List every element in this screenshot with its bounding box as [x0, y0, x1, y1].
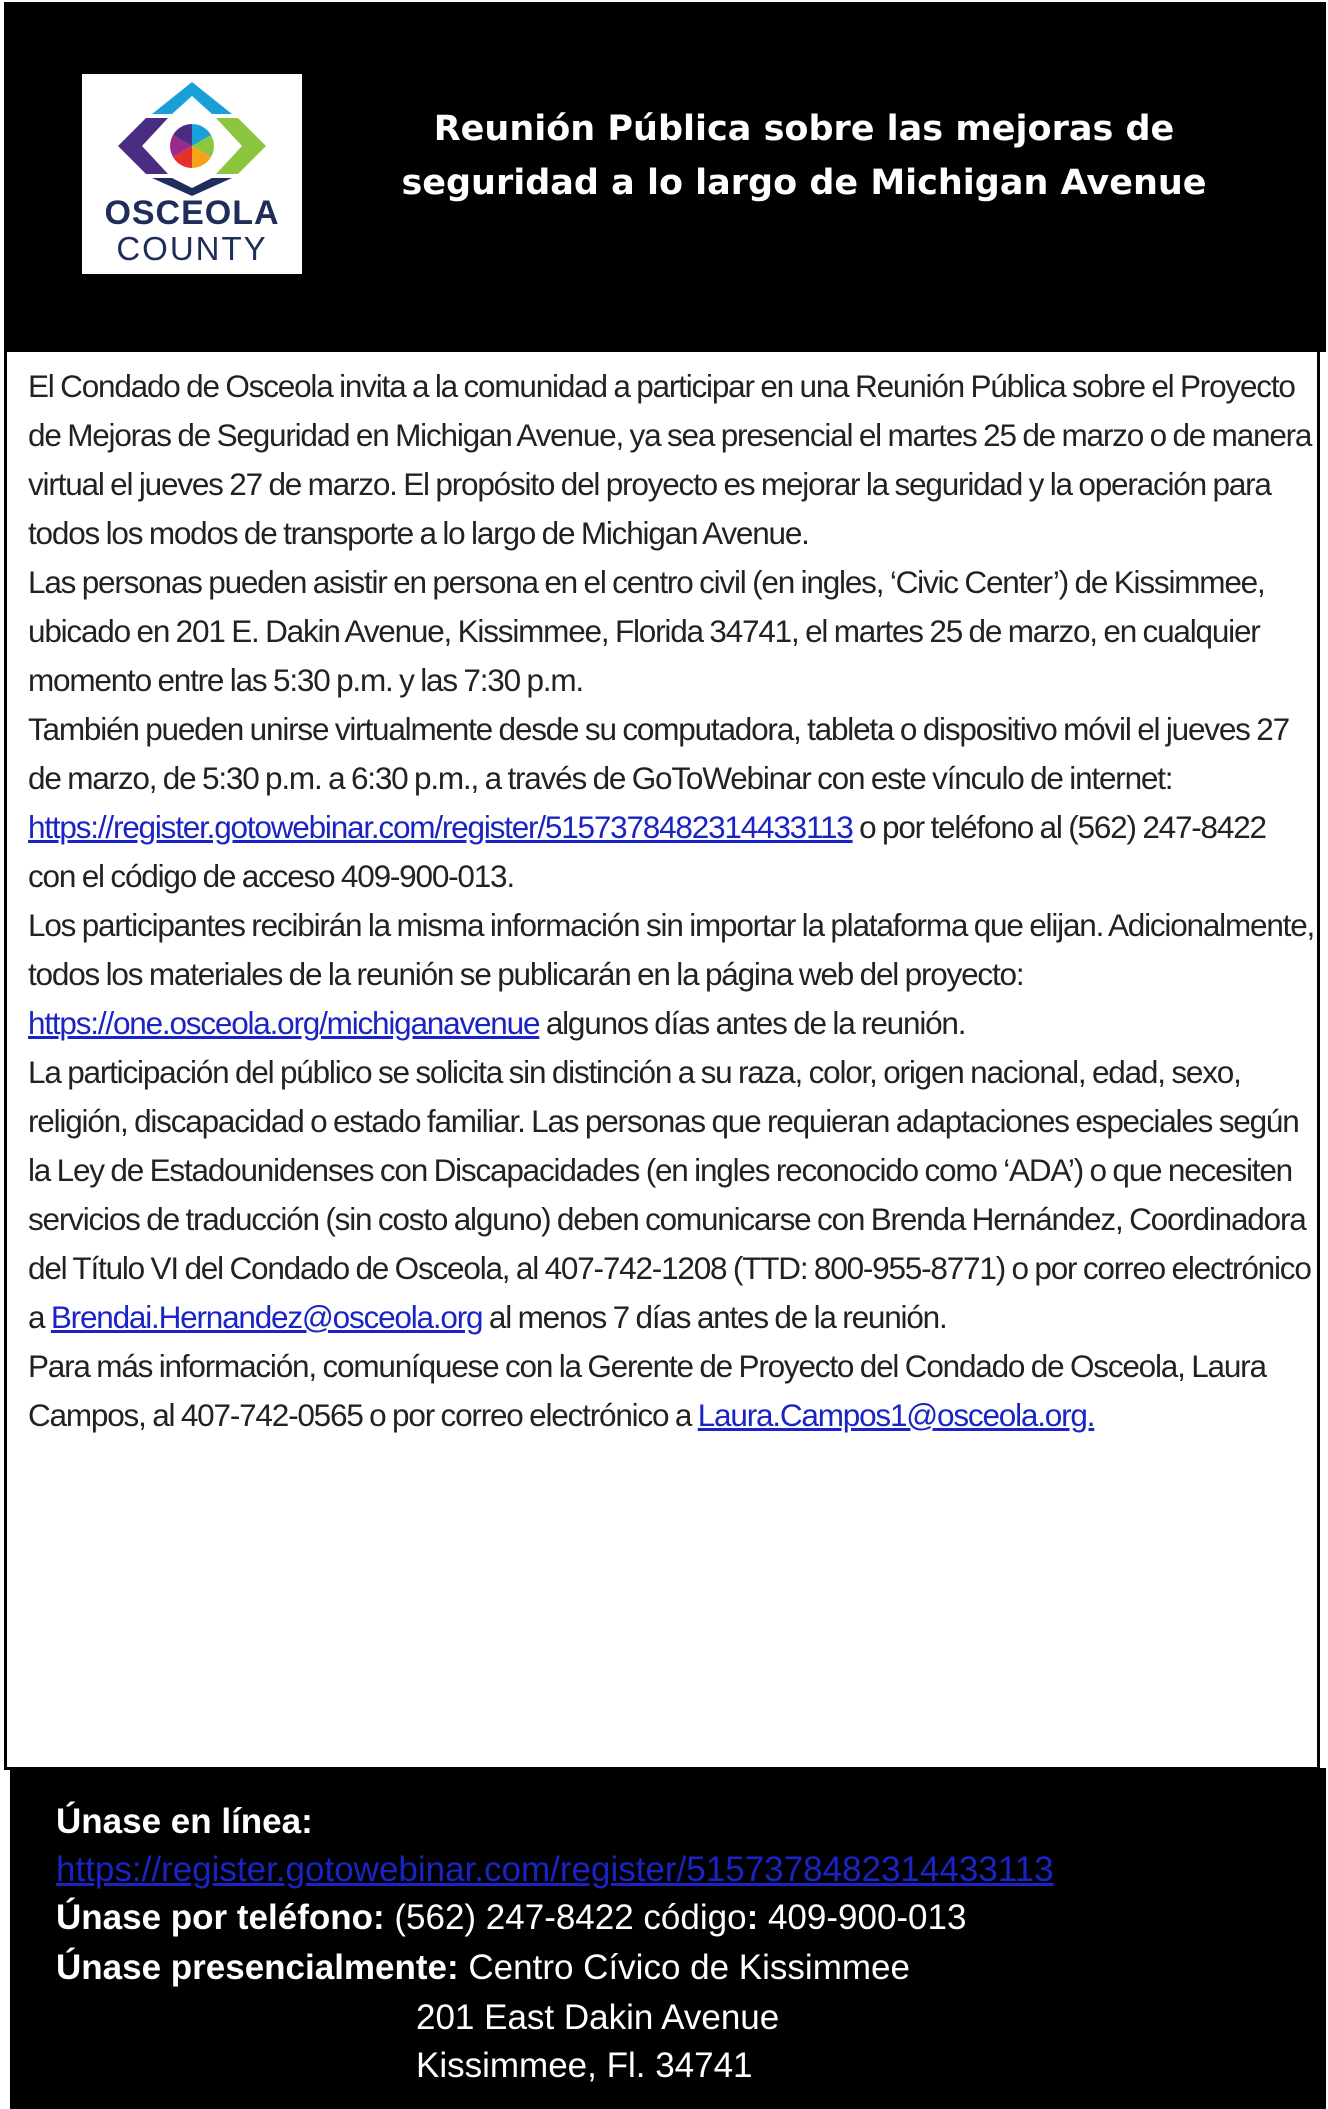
- webinar-register-link[interactable]: https://register.gotowebinar.com/register/5157378482314433113: [28, 809, 853, 845]
- in-person-label: Únase presencialmente:: [56, 1948, 459, 1987]
- contact-text: Para más información, comuníquese con la Gerente de Proyecto del Condado de Osceola, Laura Campos, al 407-742-0565 o por correo electrónico a: [28, 1348, 1266, 1433]
- footer-webinar-link[interactable]: https://register.gotowebinar.com/register/5157378482314433113: [56, 1850, 1054, 1889]
- materials-text: Los participantes recibirán la misma información sin importar la plataforma que elijan. Adicionalmente, todos los materiales de la reunión se publicarán en la página web del proyecto:: [28, 907, 1315, 992]
- footer-in-person: [56, 1948, 910, 1988]
- brenda-email-link[interactable]: Brendai.Hernandez@osceola.org: [50, 1299, 483, 1335]
- page-title: [384, 102, 1224, 210]
- virtual-text: También pueden unirse virtualmente desde su computadora, tableta o dispositivo móvil el jueves 27 de marzo, de 5:30 p.m. a 6:30 p.m., a través de GoToWebinar con este vínculo de internet:: [28, 711, 1289, 796]
- virtual-phone-text: o por teléfono al (562) 247-8422 con el código de acceso 409-900-013.: [28, 809, 1266, 894]
- online-label: Únase en línea:: [56, 1802, 313, 1841]
- footer-online: [56, 1802, 313, 1842]
- phone-number: (562) 247-8422 código: [384, 1898, 747, 1937]
- paragraph-virtual: [28, 705, 1318, 901]
- materials-after-text: algunos días antes de la reunión.: [539, 1005, 966, 1041]
- project-website-link[interactable]: https://one.osceola.org/michiganavenue: [28, 1005, 540, 1041]
- title-line-1: Reunión Pública sobre las mejoras de: [433, 109, 1175, 149]
- footer-banner: [10, 1768, 1326, 2109]
- venue-name: Centro Cívico de Kissimmee: [458, 1948, 910, 1987]
- paragraph-contact: [28, 1342, 1318, 1440]
- accessibility-after-text: al menos 7 días antes de la reunión.: [482, 1299, 947, 1335]
- phone-label: Únase por teléfono:: [56, 1898, 385, 1937]
- paragraph-invitation: El Condado de Osceola invita a la comunidad a participar en una Reunión Pública sobre el Proyecto de Mejoras de Seguridad en Michigan Avenue, ya sea presencial el martes 25 de marzo o de manera virtual el jueves 27 de marzo. El propósito del proyecto es mejorar la seguridad y la operación para todos los modos de transporte a lo largo de Michigan Avenue.: [28, 368, 1312, 551]
- logo-text-county: COUNTY: [116, 230, 268, 267]
- accessibility-text: La participación del público se solicita sin distinción a su raza, color, origen nacional, edad, sexo, religión, discapacidad o estado familiar. Las personas que requieran adaptaciones especiales según la Ley de Estadounidenses con Discapacidades (en ingles reconocido como ‘ADA’) o que necesiten servicios de traducción (sin costo alguno) deben comunicarse con Brenda Hernández, Coordinadora del Título VI del Condado de Osceola, al 407-742-1208 (TTD: 800-955-8771) o por correo electrónico a: [28, 1054, 1311, 1335]
- paragraph-accessibility: [28, 1048, 1318, 1342]
- header-banner: [4, 2, 1326, 352]
- access-code: 409-900-013: [758, 1898, 967, 1937]
- logo-text-osceola: OSCEOLA: [104, 194, 280, 232]
- announcement-body: [28, 362, 1318, 1440]
- address-line-1: 201 East Dakin Avenue: [416, 1998, 780, 2037]
- laura-email-link[interactable]: Laura.Campos1@osceola.org.: [697, 1397, 1095, 1433]
- footer-phone: [56, 1898, 966, 1938]
- title-line-2: seguridad a lo largo de Michigan Avenue: [401, 163, 1207, 203]
- paragraph-materials: [28, 901, 1318, 1048]
- footer-online-link-row: [56, 1850, 1054, 1890]
- code-colon: :: [746, 1898, 759, 1937]
- osceola-county-logo: [82, 74, 302, 274]
- paragraph-in-person: Las personas pueden asistir en persona en el centro civil (en ingles, ‘Civic Center’) de Kissimmee, ubicado en 201 E. Dakin Avenue, Kissimmee, Florida 34741, el martes 25 de marzo, en cualquier momento entre las 5:30 p.m. y las 7:30 p.m.: [28, 564, 1265, 698]
- address-line-2: Kissimmee, Fl. 34741: [416, 2046, 753, 2085]
